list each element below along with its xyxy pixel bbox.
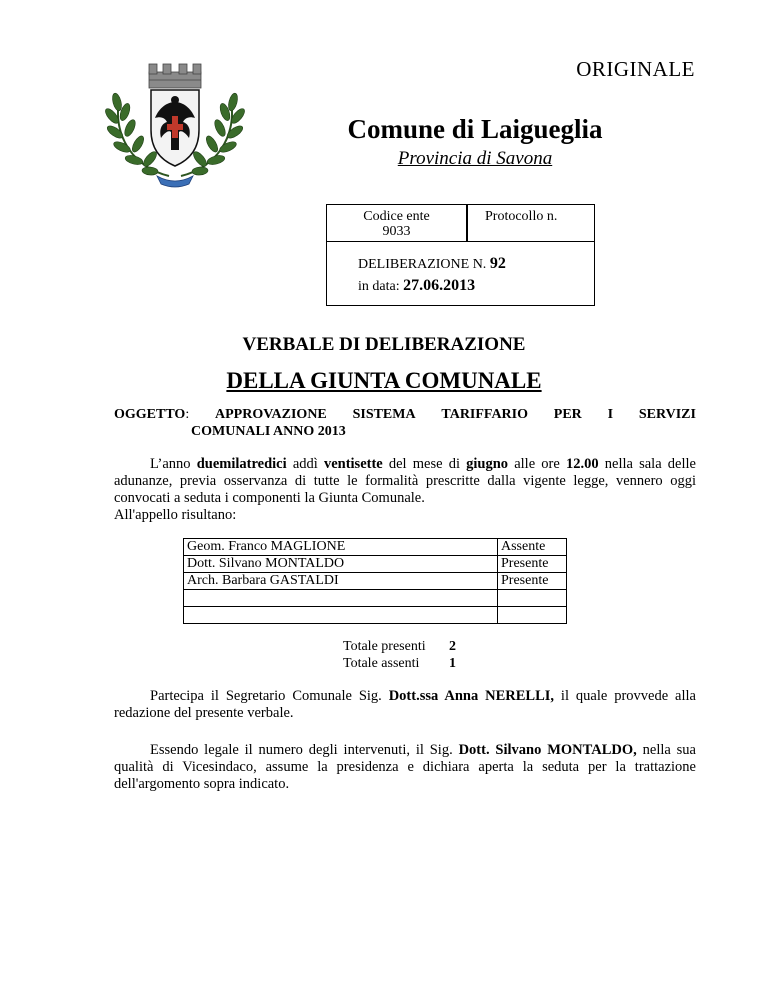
table-row [184,539,567,556]
oggetto-line-1 [114,406,696,423]
appello-text: All'appello risultano: [114,507,237,523]
date-label: in data: [358,279,400,294]
oggetto-word: TARIFFARIO [441,407,528,422]
table-row [184,556,567,573]
segretario-text: il quale provvede alla redazione del presente verbale. [114,688,696,721]
intro-paragraph [114,456,696,524]
assenti-label: Totale assenti [343,656,420,671]
member-name: Geom. Franco MAGLIONE [184,539,498,556]
intro-text: addì [286,456,324,472]
member-name: Arch. Barbara GASTALDI [184,573,498,590]
attendance-table [183,538,567,624]
oggetto-line-2: COMUNALI ANNO 2013 [191,424,346,439]
totals-assenti [343,655,456,672]
member-status: Presente [498,556,567,573]
presidenza-text: nella sua qualità di Vicesindaco, assume la presidenza e dichiara aperta la seduta per la trattazione dell'argomento sopra indicato. [114,742,696,792]
member-status: Assente [498,539,567,556]
oggetto-label: OGGETTO [114,407,186,422]
intro-day: ventisette [323,456,383,472]
segretario-paragraph [114,688,696,722]
oggetto-word: I [607,407,614,422]
intro-text: alle ore [508,456,566,472]
oggetto-label-group [114,406,189,423]
oggetto-word: PER [553,407,582,422]
oggetto-section [114,406,696,440]
attendance-totals [343,638,456,672]
codice-ente-label: Codice ente [363,209,430,224]
table-row-empty [184,607,567,624]
segretario-name: Dott.ssa Anna NERELLI, [388,688,555,704]
segretario-text: Partecipa il Segretario Comunale Sig. [150,688,389,704]
intro-text: L’anno [150,456,197,472]
deliberazione-number: 92 [489,255,506,272]
deliberazione-label: DELIBERAZIONE N. [358,257,487,272]
presenti-label: Totale presenti [343,639,426,654]
empty-cell [184,590,498,607]
document-subtitle: DELLA GIUNTA COMUNALE [226,368,542,393]
member-status: Presente [498,573,567,590]
presidente-name: Dott. Silvano MONTALDO, [458,742,637,758]
intro-year: duemilatredici [196,456,287,472]
intro-text: del mese di [382,456,467,472]
document-status: ORIGINALE [576,57,695,81]
deliberazione-line [358,255,506,273]
presidenza-paragraph [114,742,696,793]
oggetto-word: SISTEMA [352,407,416,422]
empty-cell [184,607,498,624]
intro-month: giugno [466,456,509,472]
date-value: 27.06.2013 [403,277,476,294]
totals-presenti [343,638,456,655]
presidenza-text: Essendo legale il numero degli intervenuti, il Sig. [150,742,459,758]
presenti-value: 2 [449,639,456,654]
table-row [184,573,567,590]
intro-time: 12.00 [565,456,599,472]
coat-of-arms-icon [105,58,245,190]
oggetto-word: APPROVAZIONE [215,407,327,422]
reference-box-top [327,205,594,242]
codice-ente [327,209,466,239]
document-title: VERBALE DI DELIBERAZIONE [242,334,526,355]
table-row-empty [184,590,567,607]
empty-cell [498,607,567,624]
oggetto-word: SERVIZI [638,407,696,422]
date-line [358,277,475,295]
reference-box [326,204,595,306]
intro-text: nella sala delle adunanze, previa osservanza di tutte le formalità prescritte dalla vigente legge, vennero oggi convocati a seduta i componenti la Giunta Comunale. [114,456,696,506]
oggetto-colon: : [185,407,190,422]
empty-cell [498,590,567,607]
box-divider [466,205,468,241]
member-name: Dott. Silvano MONTALDO [184,556,498,573]
municipality-name: Comune di Laigueglia [347,114,603,144]
codice-ente-value: 9033 [382,224,411,239]
assenti-value: 1 [449,656,456,671]
province-name: Provincia di Savona [397,148,553,169]
protocollo-label: Protocollo n. [485,209,558,224]
